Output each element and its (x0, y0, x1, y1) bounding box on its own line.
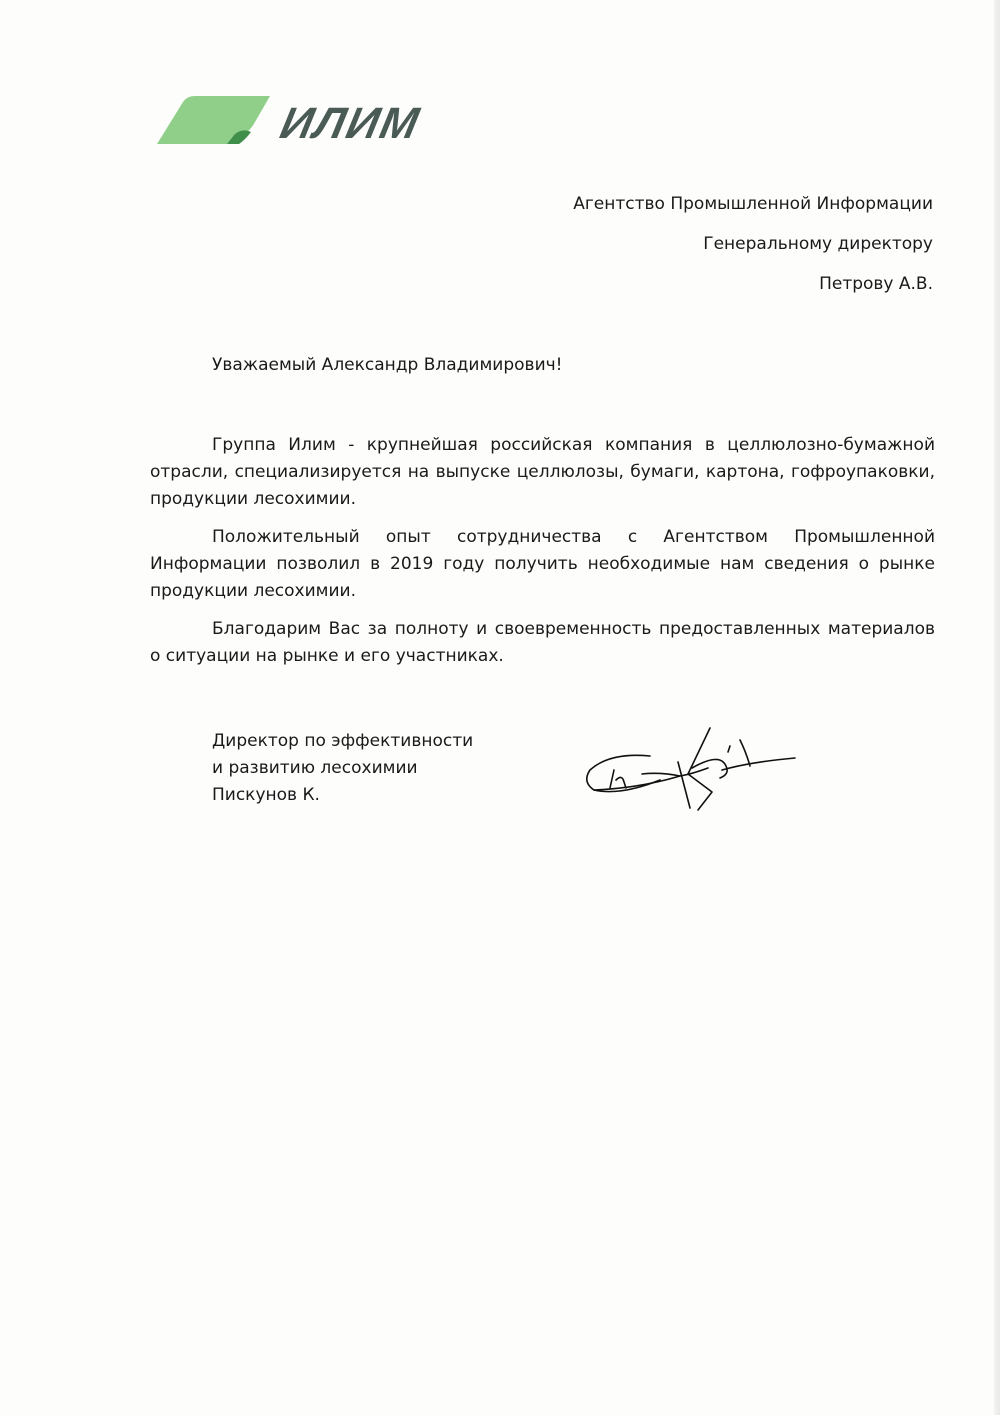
svg-text:ИЛИМ: ИЛИМ (276, 99, 425, 148)
ilim-logo (155, 92, 515, 152)
addressee-organization: Агентство Промышленной Информации (573, 194, 933, 214)
paragraph: Благодарим Вас за полноту и своевременность предоставленных материалов о ситуации на рынке и его участниках. (150, 619, 935, 666)
signer-title-line1: Директор по эффективности (212, 731, 474, 751)
addressee-position: Генеральному директору (703, 234, 933, 254)
signer-block (212, 728, 473, 809)
page-edge-shadow (994, 0, 1000, 1415)
signer-name: Пискунов К. (212, 785, 320, 805)
addressee-name: Петрову А.В. (819, 274, 933, 294)
signer-title-line2: и развитию лесохимии (212, 758, 418, 778)
greeting: Уважаемый Александр Владимирович! (212, 355, 563, 375)
letter-body (150, 432, 935, 681)
handwritten-signature (580, 722, 800, 814)
paragraph: Положительный опыт сотрудничества с Агентством Промышленной Информации позволил в 2019 году получить необходимые нам сведения о рынке продукции лесохимии. (150, 527, 935, 601)
paragraph: Группа Илим - крупнейшая российская компания в целлюлозно-бумажной отрасли, специализируется на выпуске целлюлозы, бумаги, картона, гофроупаковки, продукции лесохимии. (150, 435, 935, 509)
addressee-block (573, 192, 933, 312)
